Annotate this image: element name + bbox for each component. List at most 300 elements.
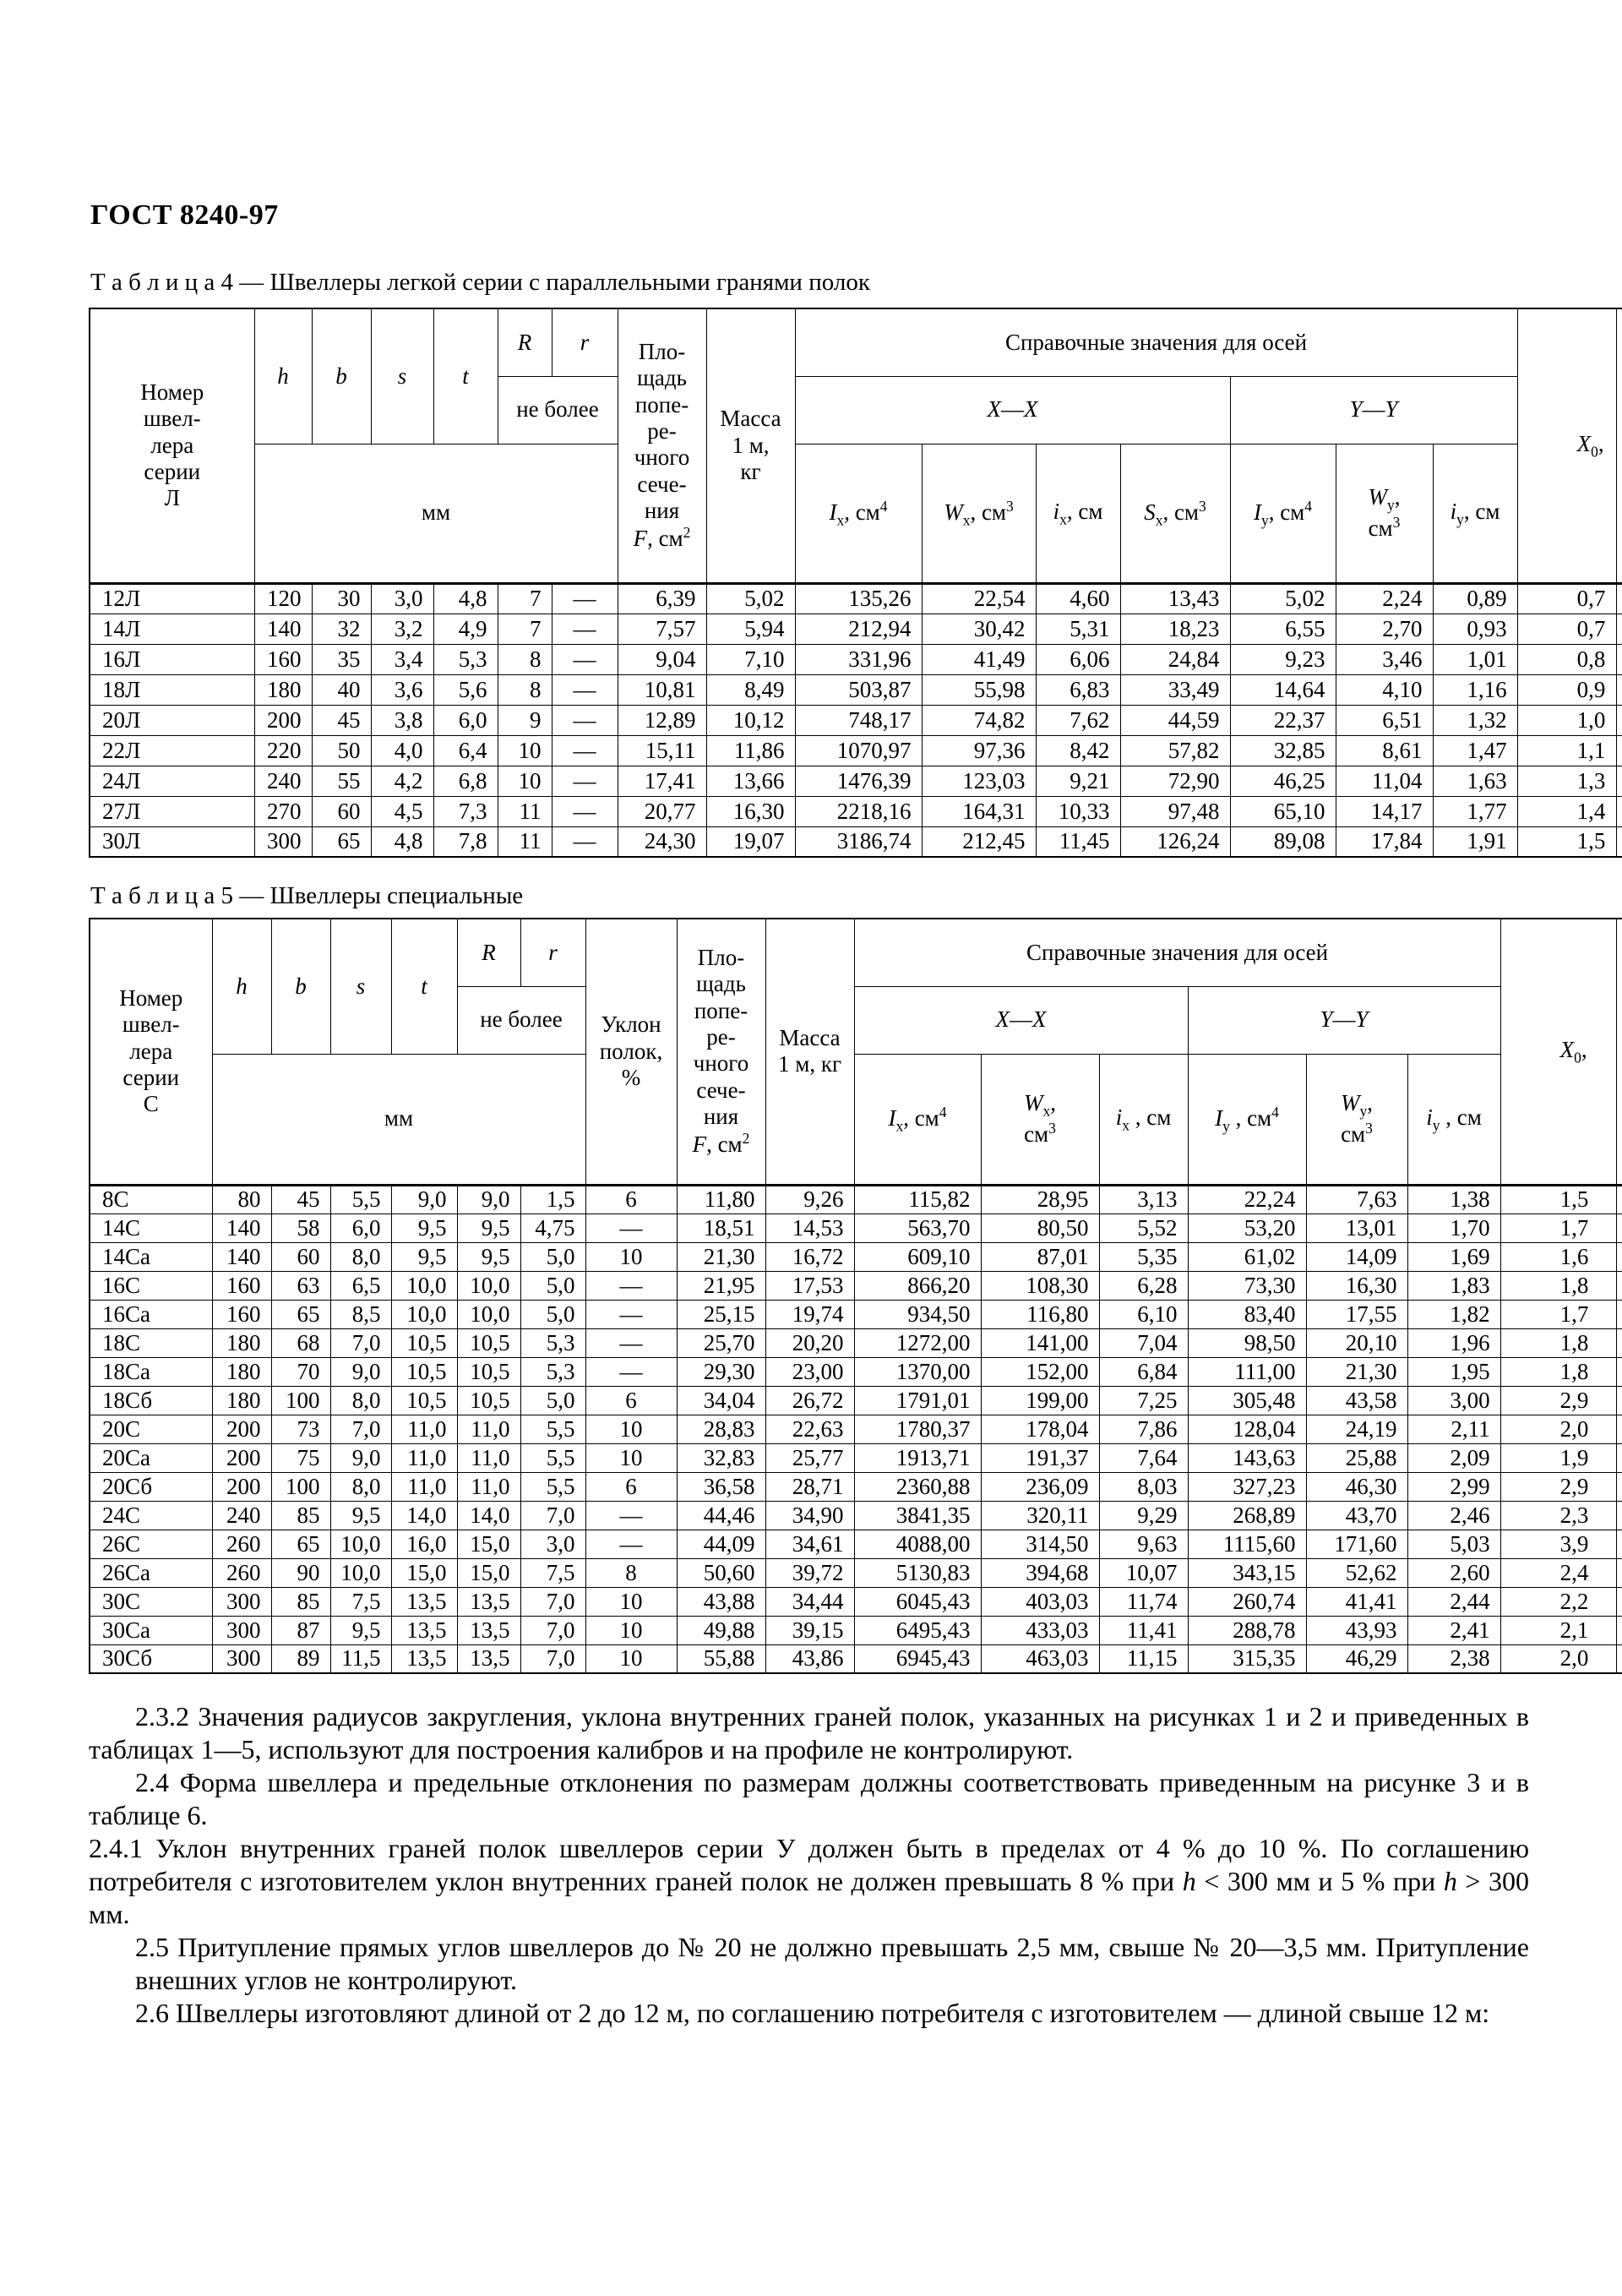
table-row xyxy=(90,1386,1622,1415)
col-header-R: R xyxy=(498,308,552,376)
table-cell: 327,23 xyxy=(1188,1472,1306,1501)
table-cell: 5,6 xyxy=(433,674,498,705)
table-cell: — xyxy=(585,1530,677,1558)
table-cell: 5,0 xyxy=(520,1386,585,1415)
col-header-mass: Масса 1 м, кг xyxy=(765,919,854,1185)
table-cell: 1,63 xyxy=(1433,766,1517,796)
clipped-cell xyxy=(1616,766,1622,796)
table-cell: 10,81 xyxy=(618,674,706,705)
col-header-slope: Уклон полок, % xyxy=(585,919,677,1185)
table-cell: 6,10 xyxy=(1099,1300,1188,1328)
table-row xyxy=(90,614,1622,644)
table-cell: 268,89 xyxy=(1188,1501,1306,1530)
clipped-cell xyxy=(1616,1558,1622,1587)
table-row xyxy=(90,796,1622,826)
table-cell: 5,52 xyxy=(1099,1213,1188,1242)
table-cell: 40 xyxy=(312,674,371,705)
table-cell: 4,8 xyxy=(371,826,433,857)
table-cell: 2,9 xyxy=(1500,1386,1616,1415)
table-cell: 11,45 xyxy=(1036,826,1120,857)
table-cell: 7,10 xyxy=(706,644,795,674)
table-cell: 10,07 xyxy=(1099,1558,1188,1587)
col-header-area: Пло- щадь попе- ре- чного сече- ния F, $см^2$ xyxy=(677,919,765,1185)
table-cell: 141,00 xyxy=(981,1328,1099,1357)
table-cell: 97,36 xyxy=(922,735,1036,766)
table-cell: — xyxy=(552,583,618,614)
table-cell: 20,20 xyxy=(765,1328,854,1357)
table-cell: 6945,43 xyxy=(854,1644,981,1673)
table-cell: 220 xyxy=(254,735,312,766)
header-mm: мм xyxy=(212,1054,585,1185)
col-header-h: h xyxy=(212,919,271,1054)
table-row xyxy=(90,705,1622,735)
clipped-cell xyxy=(1616,674,1622,705)
table-cell: 26Са xyxy=(90,1558,212,1587)
table-cell: 65 xyxy=(271,1530,330,1558)
table-cell: — xyxy=(585,1271,677,1300)
table-cell: 9,5 xyxy=(330,1616,391,1644)
table-cell: 2,46 xyxy=(1407,1501,1500,1530)
table-cell: 18,23 xyxy=(1120,614,1230,644)
table-cell: 180 xyxy=(212,1328,271,1357)
table-cell: 85 xyxy=(271,1501,330,1530)
table-cell: 10,5 xyxy=(391,1328,457,1357)
table-cell: 18С xyxy=(90,1328,212,1357)
table-cell: 1791,01 xyxy=(854,1386,981,1415)
table-cell: 8,49 xyxy=(706,674,795,705)
table-cell: 89,08 xyxy=(1230,826,1336,857)
table-cell: 331,96 xyxy=(795,644,922,674)
table-cell: 191,37 xyxy=(981,1443,1099,1472)
table-cell: 343,15 xyxy=(1188,1558,1306,1587)
clipped-cell xyxy=(1616,1415,1622,1443)
table-row xyxy=(90,1501,1622,1530)
table5 xyxy=(89,918,1622,1674)
table-cell: 4,8 xyxy=(433,583,498,614)
table-cell: 34,04 xyxy=(677,1386,765,1415)
table-cell: 15,0 xyxy=(391,1558,457,1587)
table-cell: 212,94 xyxy=(795,614,922,644)
table-cell: 46,30 xyxy=(1306,1472,1407,1501)
col-header-Wy: $W_y$, $см^3$ xyxy=(1336,444,1433,583)
table-cell: 14Са xyxy=(90,1242,212,1271)
table-cell: 5,0 xyxy=(520,1300,585,1328)
clipped-cell xyxy=(1616,614,1622,644)
table-cell: 1,83 xyxy=(1407,1271,1500,1300)
table-cell: 8,5 xyxy=(330,1300,391,1328)
table-cell: 6,39 xyxy=(618,583,706,614)
col-header-b: b xyxy=(271,919,330,1054)
table-row xyxy=(90,1328,1622,1357)
table-cell: 28,83 xyxy=(677,1415,765,1443)
table-cell: 21,30 xyxy=(677,1242,765,1271)
table-cell: 6,06 xyxy=(1036,644,1120,674)
table-cell: 1,95 xyxy=(1407,1357,1500,1386)
table-cell: 300 xyxy=(212,1644,271,1673)
table-cell: 34,44 xyxy=(765,1587,854,1616)
table-cell: 7,5 xyxy=(520,1558,585,1587)
table-cell: 5,0 xyxy=(520,1271,585,1300)
table-cell: 140 xyxy=(212,1213,271,1242)
table-cell: 25,70 xyxy=(677,1328,765,1357)
table-cell: 52,62 xyxy=(1306,1558,1407,1587)
table-cell: 128,04 xyxy=(1188,1415,1306,1443)
table-cell: 2,41 xyxy=(1407,1616,1500,1644)
table-cell: 14С xyxy=(90,1213,212,1242)
table-cell: 11,0 xyxy=(391,1443,457,1472)
clipped-cell xyxy=(1616,1213,1622,1242)
table-cell: 2,1 xyxy=(1500,1616,1616,1644)
table-cell: 75 xyxy=(271,1443,330,1472)
table-cell: 463,03 xyxy=(981,1644,1099,1673)
table-cell: 22,54 xyxy=(922,583,1036,614)
table-cell: 1,38 xyxy=(1407,1185,1500,1213)
table-cell: 32 xyxy=(312,614,371,644)
table-cell: 6 xyxy=(585,1472,677,1501)
table-cell: 200 xyxy=(254,705,312,735)
table-cell: 98,50 xyxy=(1188,1328,1306,1357)
table-cell: 73,30 xyxy=(1188,1271,1306,1300)
table-cell: 2,60 xyxy=(1407,1558,1500,1587)
table-cell: 748,17 xyxy=(795,705,922,735)
table-cell: 11,0 xyxy=(391,1415,457,1443)
clipped-cell xyxy=(1616,1300,1622,1328)
table-row xyxy=(90,1472,1622,1501)
table-cell: 140 xyxy=(254,614,312,644)
table-cell: — xyxy=(552,766,618,796)
table-cell: — xyxy=(552,705,618,735)
table-cell: 6,4 xyxy=(433,735,498,766)
table-cell: 20Сб xyxy=(90,1472,212,1501)
table-cell: 288,78 xyxy=(1188,1616,1306,1644)
clipped-cell xyxy=(1616,1644,1622,1673)
table-cell: 8 xyxy=(498,674,552,705)
table-cell: 3,4 xyxy=(371,644,433,674)
table-cell: 4,10 xyxy=(1336,674,1433,705)
table-cell: 20,10 xyxy=(1306,1328,1407,1357)
header-not-more: не более xyxy=(457,986,585,1054)
col-header-s: s xyxy=(330,919,391,1054)
clipped-cell xyxy=(1616,1587,1622,1616)
table-cell: 18,51 xyxy=(677,1213,765,1242)
table-cell: 116,80 xyxy=(981,1300,1099,1328)
table-cell: 260 xyxy=(212,1558,271,1587)
table-cell: 80 xyxy=(212,1185,271,1213)
table-cell: 18Сб xyxy=(90,1386,212,1415)
table-cell: 9 xyxy=(498,705,552,735)
table-cell: 60 xyxy=(271,1242,330,1271)
table-cell: 6,8 xyxy=(433,766,498,796)
table-cell: 270 xyxy=(254,796,312,826)
table-cell: 6,83 xyxy=(1036,674,1120,705)
table-cell: 14,0 xyxy=(391,1501,457,1530)
table-cell: 1,8 xyxy=(1500,1357,1616,1386)
header-not-more: не более xyxy=(498,376,618,444)
table-cell: 11,0 xyxy=(457,1472,520,1501)
table-cell: 2,3 xyxy=(1500,1501,1616,1530)
table-cell: 20,77 xyxy=(618,796,706,826)
table-cell: 58 xyxy=(271,1213,330,1242)
table-cell: 9,63 xyxy=(1099,1530,1188,1558)
table-cell: 15,11 xyxy=(618,735,706,766)
table-cell: 55,88 xyxy=(677,1644,765,1673)
table-cell: 63 xyxy=(271,1271,330,1300)
table-cell: 2,11 xyxy=(1407,1415,1500,1443)
col-header-Wx: $W_x$, $см^3$ xyxy=(981,1054,1099,1185)
table-cell: 6,55 xyxy=(1230,614,1336,644)
table-cell: 6,0 xyxy=(433,705,498,735)
table-cell: 7,86 xyxy=(1099,1415,1188,1443)
table-cell: 28,71 xyxy=(765,1472,854,1501)
table-row xyxy=(90,1587,1622,1616)
table-cell: 5,35 xyxy=(1099,1242,1188,1271)
table-cell: 1,77 xyxy=(1433,796,1517,826)
table-cell: 10 xyxy=(585,1616,677,1644)
table-cell: 25,77 xyxy=(765,1443,854,1472)
table-row xyxy=(90,1443,1622,1472)
table-cell: 200 xyxy=(212,1443,271,1472)
table-cell: 8 xyxy=(585,1558,677,1587)
table-cell: 164,31 xyxy=(922,796,1036,826)
table-cell: 315,35 xyxy=(1188,1644,1306,1673)
table-cell: 4088,00 xyxy=(854,1530,981,1558)
table-cell: 8,0 xyxy=(330,1242,391,1271)
table-cell: 3,46 xyxy=(1336,644,1433,674)
table-cell: 44,09 xyxy=(677,1530,765,1558)
table-cell: 7,3 xyxy=(433,796,498,826)
table-cell: 5,31 xyxy=(1036,614,1120,644)
table-cell: 3,13 xyxy=(1099,1185,1188,1213)
table-cell: 10,12 xyxy=(706,705,795,735)
table-cell: 18Л xyxy=(90,674,254,705)
table-cell: 32,83 xyxy=(677,1443,765,1472)
table-cell: 10,5 xyxy=(391,1386,457,1415)
table-cell: 300 xyxy=(254,826,312,857)
table-cell: 97,48 xyxy=(1120,796,1230,826)
table-cell: 22,37 xyxy=(1230,705,1336,735)
table-cell: 57,82 xyxy=(1120,735,1230,766)
table-cell: 934,50 xyxy=(854,1300,981,1328)
table-cell: 17,55 xyxy=(1306,1300,1407,1328)
table-cell: 21,95 xyxy=(677,1271,765,1300)
table-cell: 2218,16 xyxy=(795,796,922,826)
table-cell: 16,30 xyxy=(1306,1271,1407,1300)
table-cell: 111,00 xyxy=(1188,1357,1306,1386)
table-cell: 65 xyxy=(312,826,371,857)
table-cell: 9,0 xyxy=(330,1357,391,1386)
clipped-cell xyxy=(1616,1443,1622,1472)
body-text xyxy=(89,1700,1529,2030)
table-cell: 21,30 xyxy=(1306,1357,1407,1386)
table-cell: 160 xyxy=(212,1271,271,1300)
table4-body xyxy=(90,583,1622,857)
table-row xyxy=(90,1357,1622,1386)
table-cell: 8С xyxy=(90,1185,212,1213)
table-cell: 7 xyxy=(498,583,552,614)
table-cell: 7,8 xyxy=(433,826,498,857)
table-cell: 32,85 xyxy=(1230,735,1336,766)
table-cell: 120 xyxy=(254,583,312,614)
table-cell: 30Сб xyxy=(90,1644,212,1673)
table-cell: 171,60 xyxy=(1306,1530,1407,1558)
table-cell: 11,0 xyxy=(457,1415,520,1443)
table-cell: 17,84 xyxy=(1336,826,1433,857)
table-cell: 55,98 xyxy=(922,674,1036,705)
clipped-cell xyxy=(1616,826,1622,857)
table-cell: 10,0 xyxy=(457,1300,520,1328)
table-cell: 87,01 xyxy=(981,1242,1099,1271)
table-cell: 1,1 xyxy=(1517,735,1616,766)
table-cell: 20С xyxy=(90,1415,212,1443)
table-cell: 1476,39 xyxy=(795,766,922,796)
table-cell: 7,0 xyxy=(330,1328,391,1357)
col-header-mass: Масса 1 м, кг xyxy=(706,308,795,583)
table-cell: 6495,43 xyxy=(854,1616,981,1644)
table-cell: 2,0 xyxy=(1500,1415,1616,1443)
clipped-cell xyxy=(1616,1185,1622,1213)
col-header-Ix: $I_x$, $см^4$ xyxy=(795,444,922,583)
table-cell: 1115,60 xyxy=(1188,1530,1306,1558)
table-cell: 5,5 xyxy=(520,1472,585,1501)
table-cell: 4,0 xyxy=(371,735,433,766)
table-cell: 3,0 xyxy=(520,1530,585,1558)
table-cell: 10 xyxy=(585,1443,677,1472)
table-cell: 11,15 xyxy=(1099,1644,1188,1673)
table-row xyxy=(90,735,1622,766)
table-cell: 73 xyxy=(271,1415,330,1443)
table-cell: 9,26 xyxy=(765,1185,854,1213)
table-cell: 10,0 xyxy=(391,1300,457,1328)
table-cell: 1370,00 xyxy=(854,1357,981,1386)
table-cell: 6,84 xyxy=(1099,1357,1188,1386)
table-cell: 1,91 xyxy=(1433,826,1517,857)
header-axis-xx: X—X xyxy=(795,376,1230,444)
table-cell: 300 xyxy=(212,1587,271,1616)
table-row xyxy=(90,1300,1622,1328)
table-cell: 13,5 xyxy=(391,1587,457,1616)
table-cell: 14,53 xyxy=(765,1213,854,1242)
table-cell: 13,66 xyxy=(706,766,795,796)
table-cell: 80,50 xyxy=(981,1213,1099,1242)
table-cell: 25,15 xyxy=(677,1300,765,1328)
table5-body xyxy=(90,1185,1622,1673)
table-cell: 9,5 xyxy=(457,1242,520,1271)
table-cell: 8 xyxy=(498,644,552,674)
col-header-Wx: $W_x$, $см^3$ xyxy=(922,444,1036,583)
table-cell: 90 xyxy=(271,1558,330,1587)
table-cell: 34,61 xyxy=(765,1530,854,1558)
table-cell: 10,33 xyxy=(1036,796,1120,826)
table-cell: 10,0 xyxy=(457,1271,520,1300)
table-cell: 68 xyxy=(271,1328,330,1357)
col-header-Wy: $W_y$, $см^3$ xyxy=(1306,1054,1407,1185)
table-cell: 60 xyxy=(312,796,371,826)
table-cell: 5,02 xyxy=(706,583,795,614)
header-reference-values: Справочные значения для осей xyxy=(854,919,1500,986)
table-row xyxy=(90,674,1622,705)
table-cell: 11,0 xyxy=(391,1472,457,1501)
table-cell: 19,07 xyxy=(706,826,795,857)
table-cell: 240 xyxy=(254,766,312,796)
table4-wrapper xyxy=(89,308,1622,858)
table-cell: 260 xyxy=(212,1530,271,1558)
table-cell: 22Л xyxy=(90,735,254,766)
table-cell: 24С xyxy=(90,1501,212,1530)
table-cell: 14Л xyxy=(90,614,254,644)
table-cell: 11,41 xyxy=(1099,1616,1188,1644)
table-cell: 46,25 xyxy=(1230,766,1336,796)
table-cell: 314,50 xyxy=(981,1530,1099,1558)
table-cell: 1,7 xyxy=(1500,1300,1616,1328)
table-cell: 28,95 xyxy=(981,1185,1099,1213)
table-cell: 65 xyxy=(271,1300,330,1328)
table-cell: 5,3 xyxy=(433,644,498,674)
table-cell: 50 xyxy=(312,735,371,766)
table-cell: 12Л xyxy=(90,583,254,614)
table-cell: 7,25 xyxy=(1099,1386,1188,1415)
table-cell: 20Л xyxy=(90,705,254,735)
col-header-s: s xyxy=(371,308,433,444)
table-cell: 24,84 xyxy=(1120,644,1230,674)
table-cell: 0,93 xyxy=(1433,614,1517,644)
table-cell: 7,64 xyxy=(1099,1443,1188,1472)
table-cell: 260,74 xyxy=(1188,1587,1306,1616)
table-cell: 11,04 xyxy=(1336,766,1433,796)
table-cell: 212,45 xyxy=(922,826,1036,857)
table-cell: 5,02 xyxy=(1230,583,1336,614)
table-cell: 0,7 xyxy=(1517,583,1616,614)
table-cell: 1,4 xyxy=(1517,796,1616,826)
table-cell: 100 xyxy=(271,1386,330,1415)
clipped-cell xyxy=(1616,583,1622,614)
table-cell: 5,5 xyxy=(520,1415,585,1443)
table4 xyxy=(89,308,1622,858)
table-cell: 72,90 xyxy=(1120,766,1230,796)
header-axis-yy: Y—Y xyxy=(1230,376,1517,444)
table-cell: 9,0 xyxy=(457,1185,520,1213)
table-cell: 16,0 xyxy=(391,1530,457,1558)
table-cell: 394,68 xyxy=(981,1558,1099,1587)
table-cell: 1,32 xyxy=(1433,705,1517,735)
col-header-R: R xyxy=(457,919,520,986)
table-cell: 1,5 xyxy=(520,1185,585,1213)
table-cell: 11,0 xyxy=(457,1443,520,1472)
table-cell: 0,7 xyxy=(1517,614,1616,644)
table-cell: 115,82 xyxy=(854,1185,981,1213)
table-cell: 108,30 xyxy=(981,1271,1099,1300)
col-header-iy: $i_y$, см xyxy=(1433,444,1517,583)
table-cell: 5,5 xyxy=(330,1185,391,1213)
table-cell: 5,0 xyxy=(520,1242,585,1271)
clipped-cell xyxy=(1616,1530,1622,1558)
table-cell: 30 xyxy=(312,583,371,614)
table-cell: 14,64 xyxy=(1230,674,1336,705)
table-cell: 34,90 xyxy=(765,1501,854,1530)
table-cell: 11 xyxy=(498,826,552,857)
table-cell: 7,0 xyxy=(520,1501,585,1530)
table-cell: — xyxy=(552,674,618,705)
table-cell: 609,10 xyxy=(854,1242,981,1271)
table-cell: 45 xyxy=(271,1185,330,1213)
table-cell: 1,0 xyxy=(1517,705,1616,735)
table-cell: 2,70 xyxy=(1336,614,1433,644)
table-cell: 4,60 xyxy=(1036,583,1120,614)
table-cell: 240 xyxy=(212,1501,271,1530)
table-row xyxy=(90,1185,1622,1213)
clipped-cell xyxy=(1616,1357,1622,1386)
table-cell: 26,72 xyxy=(765,1386,854,1415)
table-row xyxy=(90,1558,1622,1587)
